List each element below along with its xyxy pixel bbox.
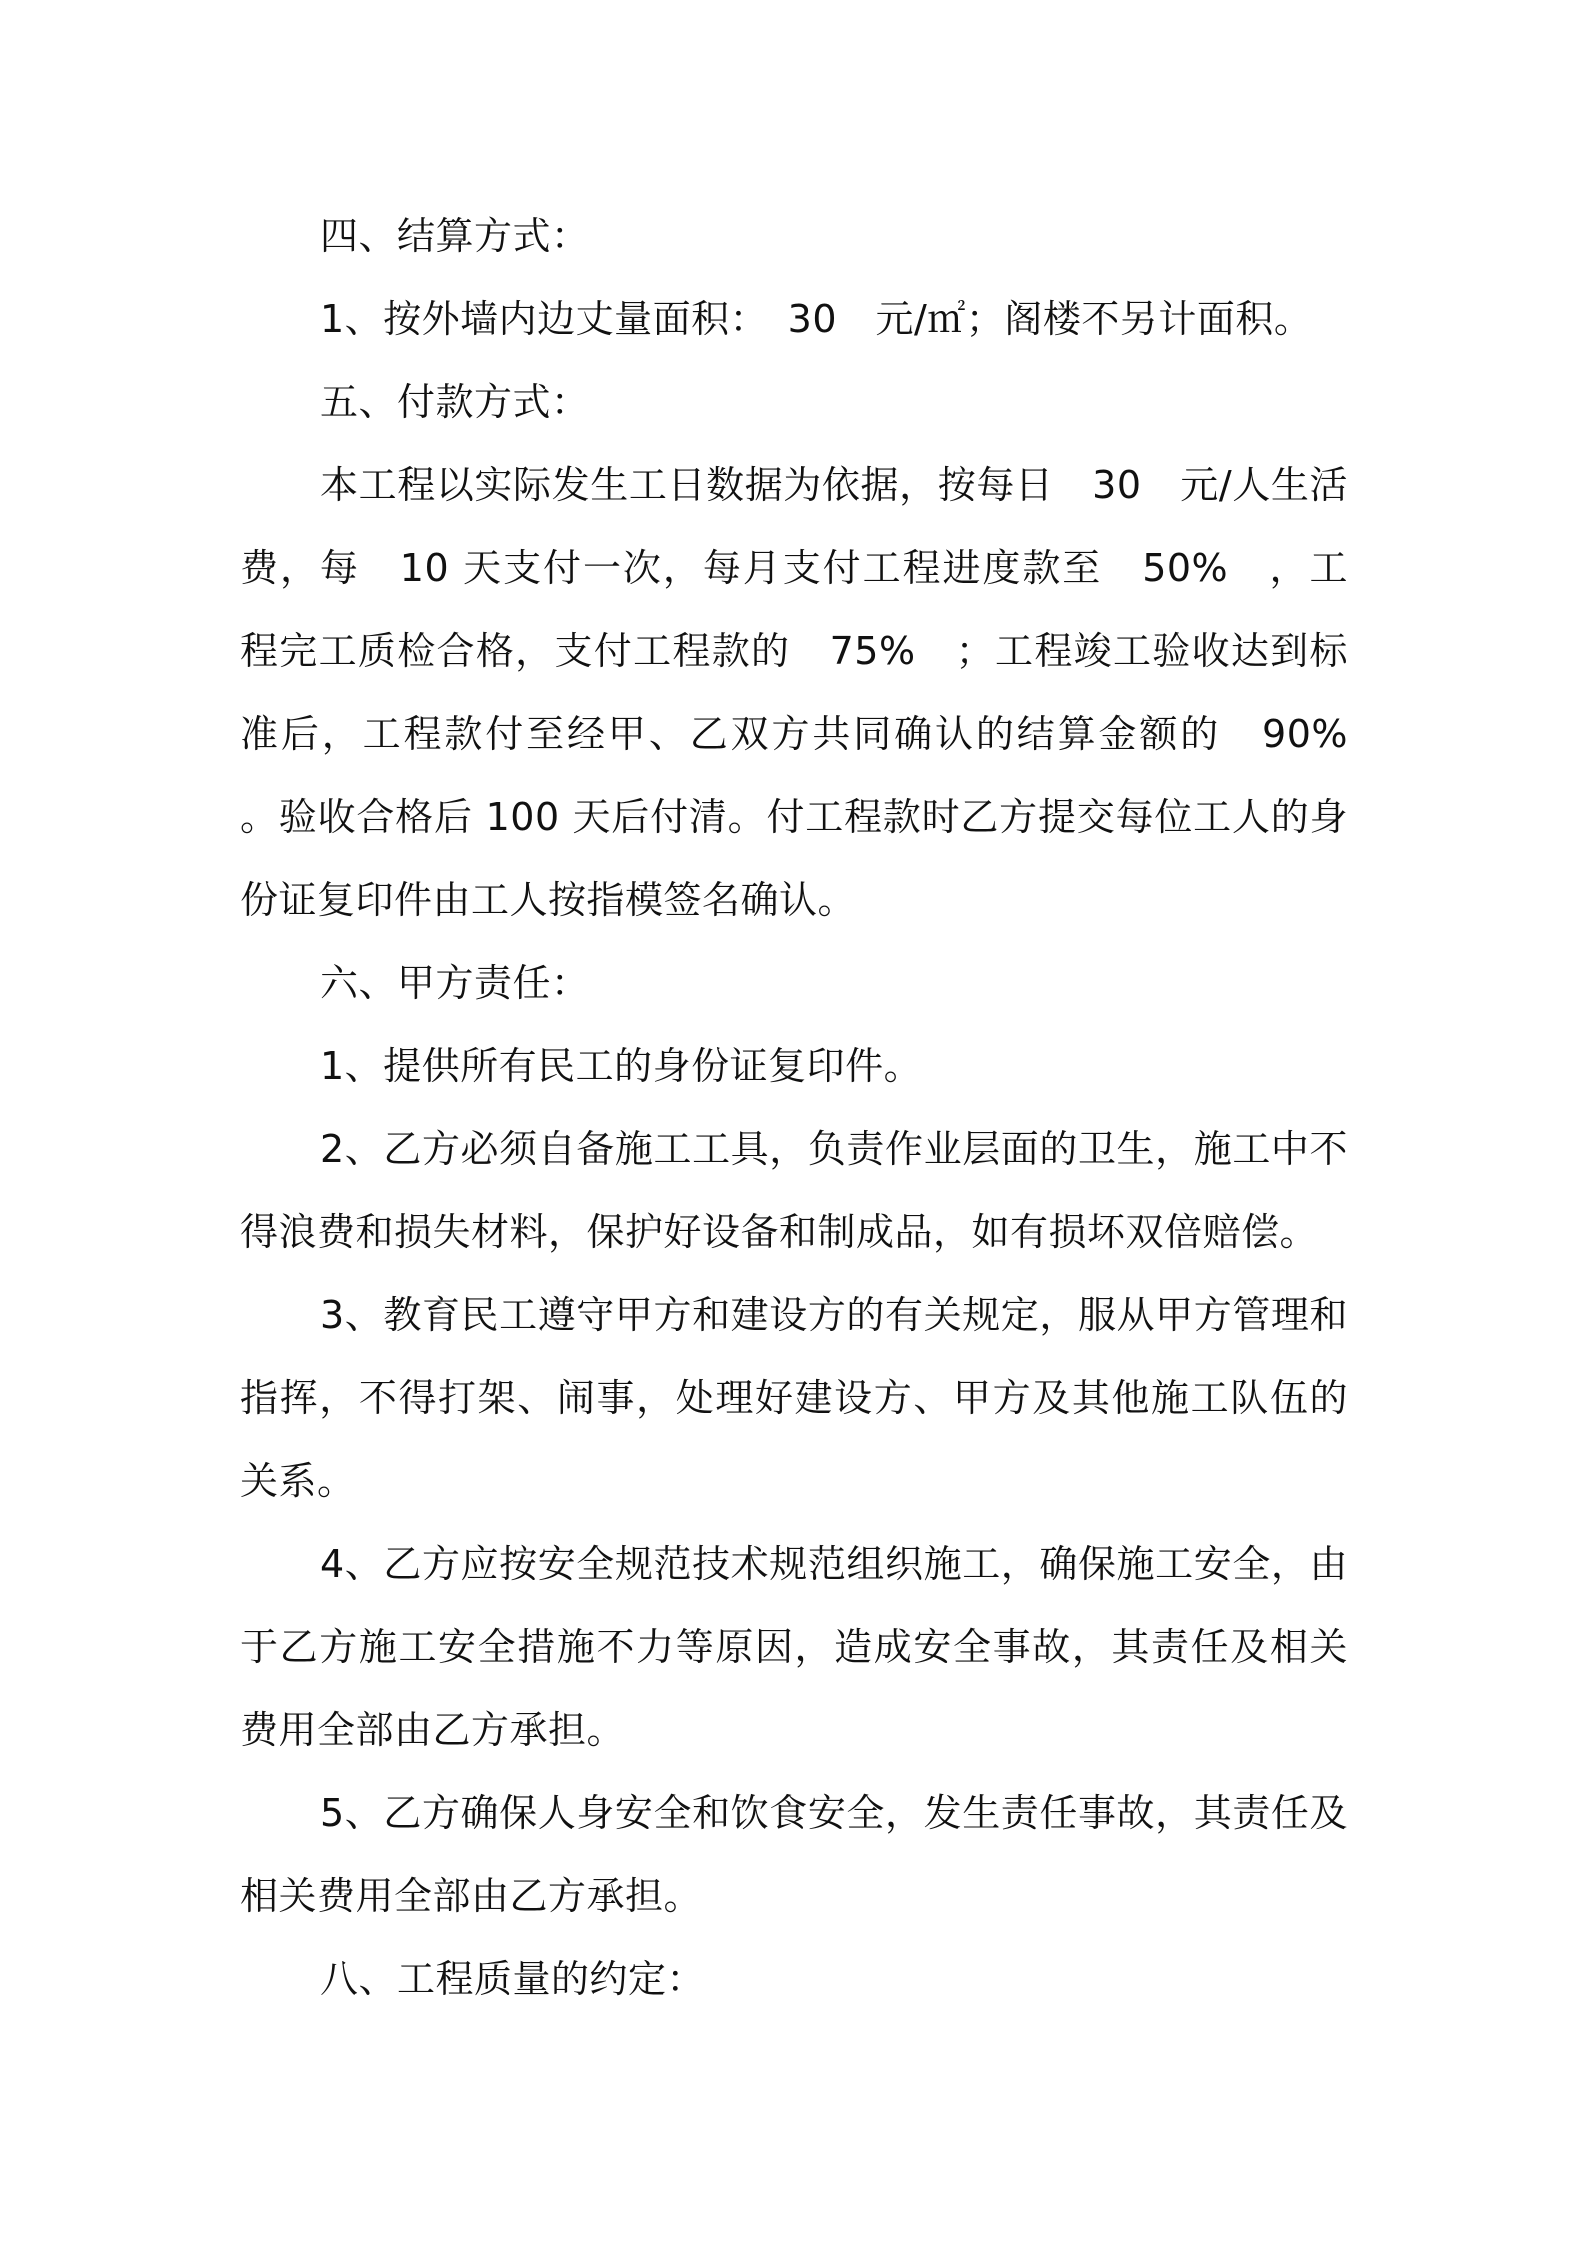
duty-clause-4: 4、乙方应按安全规范技术规范组织施工，确保施工安全，由于乙方施工安全措施不力等原因，造成安全事故，其责任及相关费用全部由乙方承担。 (240, 1542, 1348, 1752)
duty-clause-5: 5、乙方确保人身安全和饮食安全，发生责任事故，其责任及相关费用全部由乙方承担。 (240, 1791, 1348, 1918)
section-heading-settlement: 四、结算方式： (320, 214, 590, 258)
section-heading-payment: 五、付款方式： (320, 380, 590, 424)
duty-clause-2: 2、乙方必须自备施工工具，负责作业层面的卫生，施工中不得浪费和损失材料，保护好设备和制成品，如有损坏双倍赔偿。 (240, 1127, 1348, 1254)
payment-clause: 本工程以实际发生工日数据为依据，按每日 30 元/人生活费，每 10 天支付一次，每月支付工程进度款至 50% ，工程完工质检合格，支付工程款的 75% ；工程竣工验收达到标准后，工程款付至经甲、乙双方共同确认的结算金额的 90% 。验收合格后 100 天后付清。付工程款时乙方提交每位工人的身份证复印件由工人按指模签名确认。 (240, 463, 1387, 922)
duty-clause-1: 1、提供所有民工的身份证复印件。 (320, 1044, 923, 1088)
section-heading-party-a-duties: 六、甲方责任： (320, 961, 590, 1005)
section-heading-quality: 八、工程质量的约定： (320, 1957, 706, 2001)
duty-clause-3: 3、教育民工遵守甲方和建设方的有关规定，服从甲方管理和指挥，不得打架、闹事，处理好建设方、甲方及其他施工队伍的关系。 (240, 1293, 1348, 1503)
document-body (240, 195, 1387, 2021)
settlement-clause-1: 1、按外墙内边丈量面积： 30 元/㎡；阁楼不另计面积。 (320, 297, 1313, 341)
